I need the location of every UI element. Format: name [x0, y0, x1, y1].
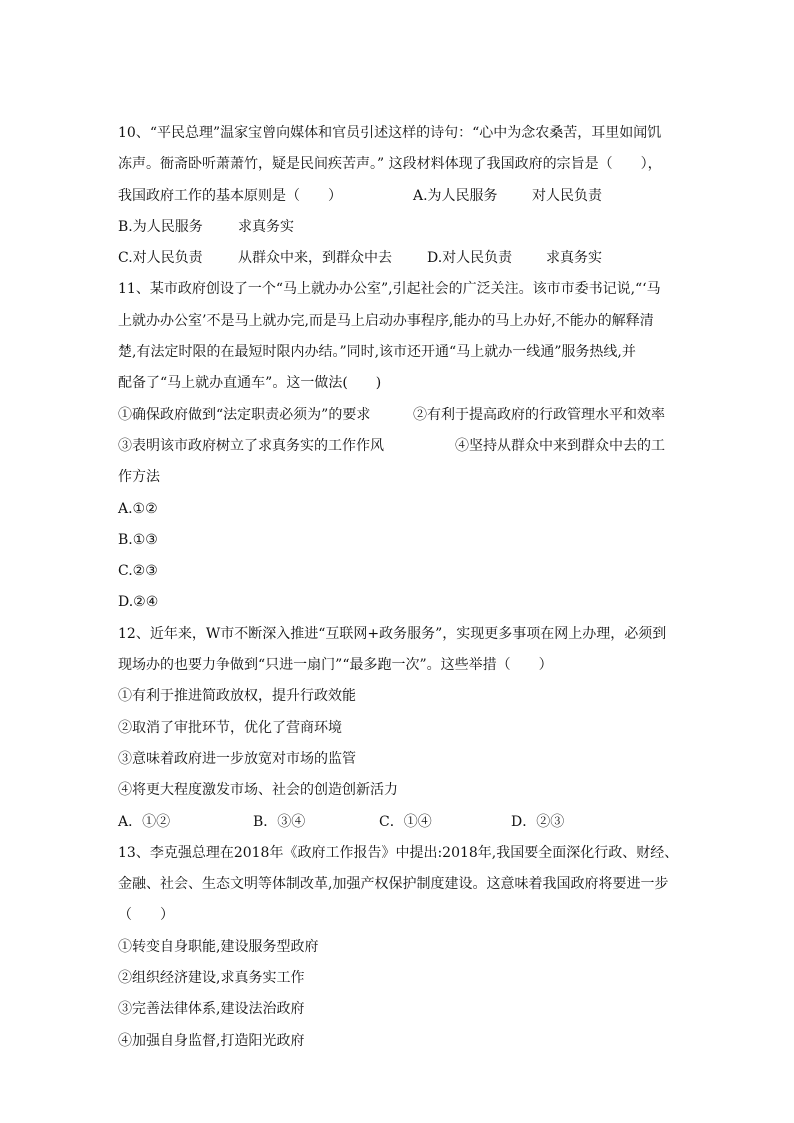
q10-option-d-part2: 求真务实: [546, 250, 602, 267]
q12-option-d: D．②③: [511, 813, 565, 830]
q11-option-a: A.①②: [118, 500, 158, 517]
q10-option-a-part2: 对人民负责: [532, 187, 602, 204]
q10-line-3: [118, 181, 678, 212]
q11-line-4: 配备了“马上就办直通车”。这一做法( ): [118, 375, 382, 392]
q12-option-c: C．①④: [379, 813, 432, 830]
q11-item-4: ④坚持从群众中来到群众中去的工: [455, 437, 665, 454]
q12-line-2: 现场办的也要力争做到“只进一扇门”“最多跑一次”。这些举措（ ）: [118, 657, 553, 674]
q10-option-b-part1: B.为人民服务: [118, 218, 203, 235]
q10-option-b: [118, 212, 678, 243]
q10-stem-end: 我国政府工作的基本原则是（ ）: [118, 187, 342, 204]
q10-option-c-d: [118, 243, 678, 274]
q12-line-1: 12、近年来，W市不断深入推进“互联网+政务服务”，实现更多事项在网上办理，必须到: [118, 625, 667, 642]
q10-option-d-part1: D.对人民负责: [427, 250, 513, 267]
q11-line-1: 11、某市政府创设了一个“马上就办办公室”,引起社会的广泛关注。该市市委书记说,“‘马: [118, 281, 661, 298]
q13-item-3: ③完善法律体系,建设法治政府: [118, 1001, 305, 1018]
q10-option-b-part2: 求真务实: [238, 218, 294, 235]
q11-line-3: 楚,有法定时限的在最短时限内办结。”同时,该市还开通“马上就办一线通”服务热线,并: [118, 344, 636, 361]
q11-option-d: D.②④: [118, 594, 159, 611]
q12-item-3: ③意味着政府进一步放宽对市场的监管: [118, 750, 356, 767]
q11-item-1: ①确保政府做到“法定职责必须为”的要求: [118, 406, 371, 423]
q11-items-1-2: [118, 400, 678, 431]
q13-line-2: 金融、社会、生态文明等体制改革,加强产权保护制度建设。这意味着我国政府将要进一步: [118, 876, 669, 893]
q12-options: [118, 807, 678, 838]
q11-item-4-cont: 作方法: [118, 469, 160, 486]
q12-item-2: ②取消了审批环节，优化了营商环境: [118, 719, 342, 736]
q11-line-2: 上就办办公室’不是马上就办完,而是马上启动办事程序,能办的马上办好,不能办的解释清: [118, 312, 654, 329]
q10-line-2: 冻声。衙斋卧听萧萧竹，疑是民间疾苦声。” 这段材料体现了我国政府的宗旨是（ ），: [118, 156, 662, 173]
q10-option-a-part1: A.为人民服务: [413, 187, 498, 204]
q13-item-1: ①转变自身职能,建设服务型政府: [118, 938, 319, 955]
q12-item-4: ④将更大程度激发市场、社会的创造创新活力: [118, 782, 398, 799]
q11-option-c: C.②③: [118, 563, 158, 580]
q12-option-b: B．③④: [253, 813, 306, 830]
q10-line-1: 10、“平民总理”温家宝曾向媒体和官员引述这样的诗句：“心中为念农桑苦，耳里如闻饥: [118, 125, 662, 141]
q13-item-4: ④加强自身监督,打造阳光政府: [118, 1032, 305, 1049]
q11-item-3: ③表明该市政府树立了求真务实的工作作风: [118, 437, 384, 454]
q11-option-b: B.①③: [118, 531, 158, 548]
q12-option-a: A．①②: [118, 813, 171, 830]
q12-item-1: ①有利于推进简政放权，提升行政效能: [118, 688, 356, 705]
q11-item-2: ②有利于提高政府的行政管理水平和效率: [413, 406, 665, 423]
q10-option-c-part2: 从群众中来，到群众中去: [238, 250, 392, 267]
q13-item-2: ②组织经济建设,求真务实工作: [118, 970, 305, 987]
document-page: [118, 118, 678, 1057]
q13-line-1: 13、李克强总理在2018年《政府工作报告》中提出:2018年,我国要全面深化行政、财经、: [118, 844, 679, 861]
q13-line-3: （ ）: [118, 907, 174, 924]
q10-option-c-part1: C.对人民负责: [118, 250, 203, 267]
q11-items-3-4: [118, 431, 678, 462]
